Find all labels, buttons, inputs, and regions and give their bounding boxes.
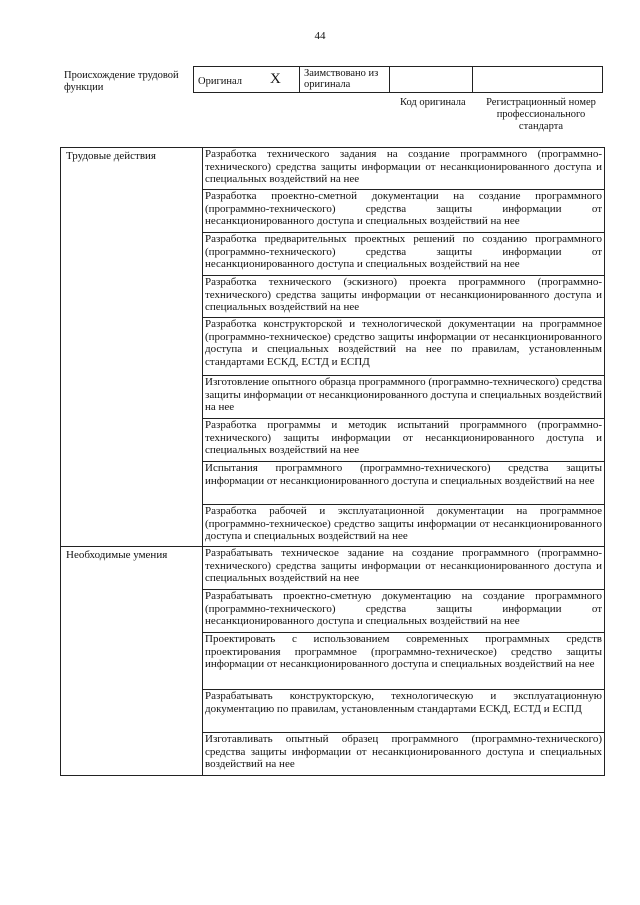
function-table [60, 147, 605, 776]
origin-code-cell [390, 67, 473, 92]
origin-reg-label: Регистрационный номер профессионального стандарта [486, 97, 596, 132]
origin-borrowed-label: Заимствовано из оригинала [304, 68, 379, 90]
origin-box [193, 66, 603, 93]
table-row [61, 547, 605, 590]
labor-action-item: Разработка технического задания на создание программного (программно-технического) средства защиты информации от несанкционированного доступа и специальных воздействий на нее [203, 148, 605, 190]
skill-item: Разрабатывать техническое задание на создание программного (программно-технического) средства защиты информации от несанкционированного доступа и специальных воздействий на нее [203, 547, 605, 590]
skills-header: Необходимые умения [61, 547, 203, 776]
skill-item: Разрабатывать проектно-сметную документацию на создание программного (программно-технического) средства защиты информации от несанкционированного доступа и специальных воздействий на нее [203, 590, 605, 633]
page-number: 44 [314, 30, 326, 42]
labor-action-item: Разработка рабочей и эксплуатационной документации на программное (программно-техническое) средство защиты информации от несанкционированного доступа и специальных воздействий на нее [203, 505, 605, 547]
origin-original-label: Оригинал [198, 76, 242, 87]
labor-action-item: Разработка предварительных проектных решений по созданию программного (программно-технического) средства защиты информации от несанкционированного доступа и специальных воздействий на нее [203, 233, 605, 276]
skill-item: Изготавливать опытный образец программного (программно-технического) средства защиты информации от несанкционированного доступа и специальных воздействий на нее [203, 733, 605, 776]
labor-action-item: Изготовление опытного образца программного (программно-технического) средства защиты информации от несанкционированного доступа и специальных воздействий на нее [203, 376, 605, 419]
skill-item: Разрабатывать конструкторскую, технологическую и эксплуатационную документацию по правилам, установленным стандартами ЕСКД, ЕСТД и ЕСПД [203, 690, 605, 733]
origin-original-mark: X [270, 71, 281, 87]
labor-action-item: Испытания программного (программно-технического) средства защиты информации от несанкционированного доступа и специальных воздействий на нее [203, 462, 605, 505]
labor-action-item: Разработка технического (эскизного) проекта программного (программно-технического) средства защиты информации от несанкционированного доступа и специальных воздействий на нее [203, 276, 605, 318]
origin-borrowed-cell [300, 67, 390, 92]
labor-actions-header: Трудовые действия [61, 148, 203, 547]
origin-code-label: Код оригинала [400, 97, 466, 108]
origin-label: Происхождение трудовой функции [64, 70, 179, 93]
labor-action-item: Разработка конструкторской и технологической документации на программное (программно-техническое) средство защиты информации от несанкционированного доступа и специальных воздействий на нее по правилам, установленным стандартами ЕСКД, ЕСТД и ЕСПД [203, 318, 605, 376]
labor-action-item: Разработка проектно-сметной документации на создание программного (программно-технического) средства защиты информации от несанкционированного доступа и специальных воздействий на нее [203, 190, 605, 233]
skill-item: Проектировать с использованием современных программных средств проектирования программное (программно-техническое) средство защиты информации от несанкционированного доступа и специальных воздействий на нее [203, 633, 605, 690]
table-row [61, 148, 605, 190]
origin-original-cell [194, 67, 300, 92]
labor-action-item: Разработка программы и методик испытаний программного (программно-технического) защиты информации от несанкционированного доступа и специальных воздействий на нее [203, 419, 605, 462]
